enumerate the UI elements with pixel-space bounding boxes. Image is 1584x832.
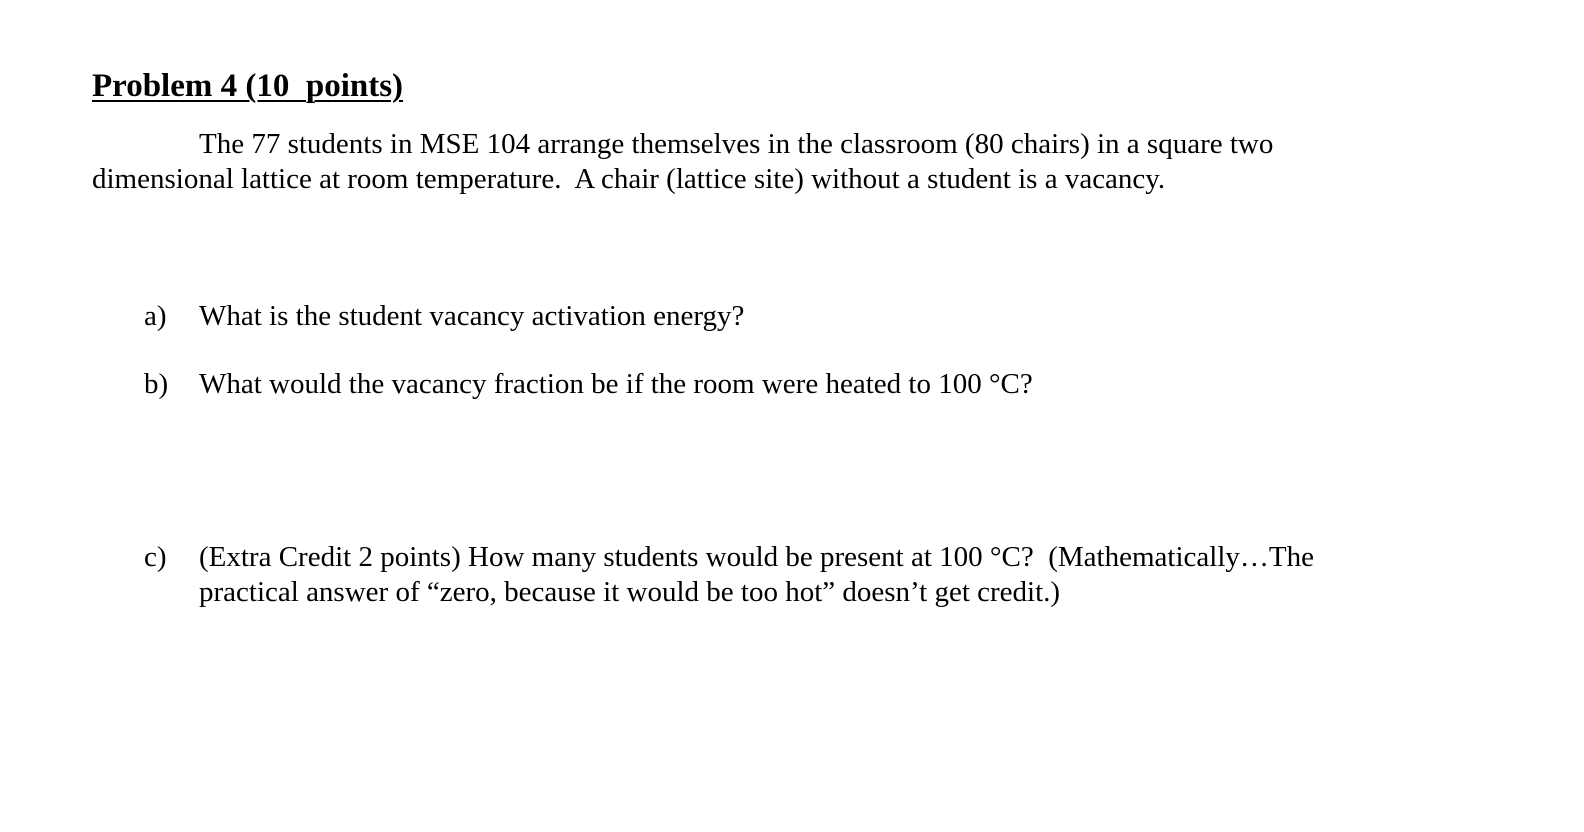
question-text	[199, 299, 1399, 334]
question-text	[199, 367, 1399, 402]
question-a	[144, 299, 1399, 334]
problem-title: Problem 4 (10 points)	[92, 68, 404, 104]
question-marker: c)	[144, 541, 167, 573]
question-text	[199, 540, 1399, 610]
problem-statement-line: The 77 students in MSE 104 arrange themselves in the classroom (80 chairs) in a square two	[199, 128, 1274, 160]
question-b	[144, 367, 1399, 402]
question-c	[144, 540, 1399, 610]
question-marker: a)	[144, 300, 167, 332]
question-line: What would the vacancy fraction be if the room were heated to 100 °C?	[199, 368, 1033, 400]
question-line: What is the student vacancy activation energy?	[199, 300, 745, 332]
problem-statement-line: dimensional lattice at room temperature. A chair (lattice site) without a student is a vacancy.	[92, 163, 1166, 195]
problem-statement	[92, 127, 1352, 197]
question-marker: b)	[144, 368, 169, 400]
question-line: (Extra Credit 2 points) How many students would be present at 100 °C? (Mathematically…The	[199, 541, 1314, 573]
question-line: practical answer of “zero, because it would be too hot” doesn’t get credit.)	[199, 576, 1061, 608]
